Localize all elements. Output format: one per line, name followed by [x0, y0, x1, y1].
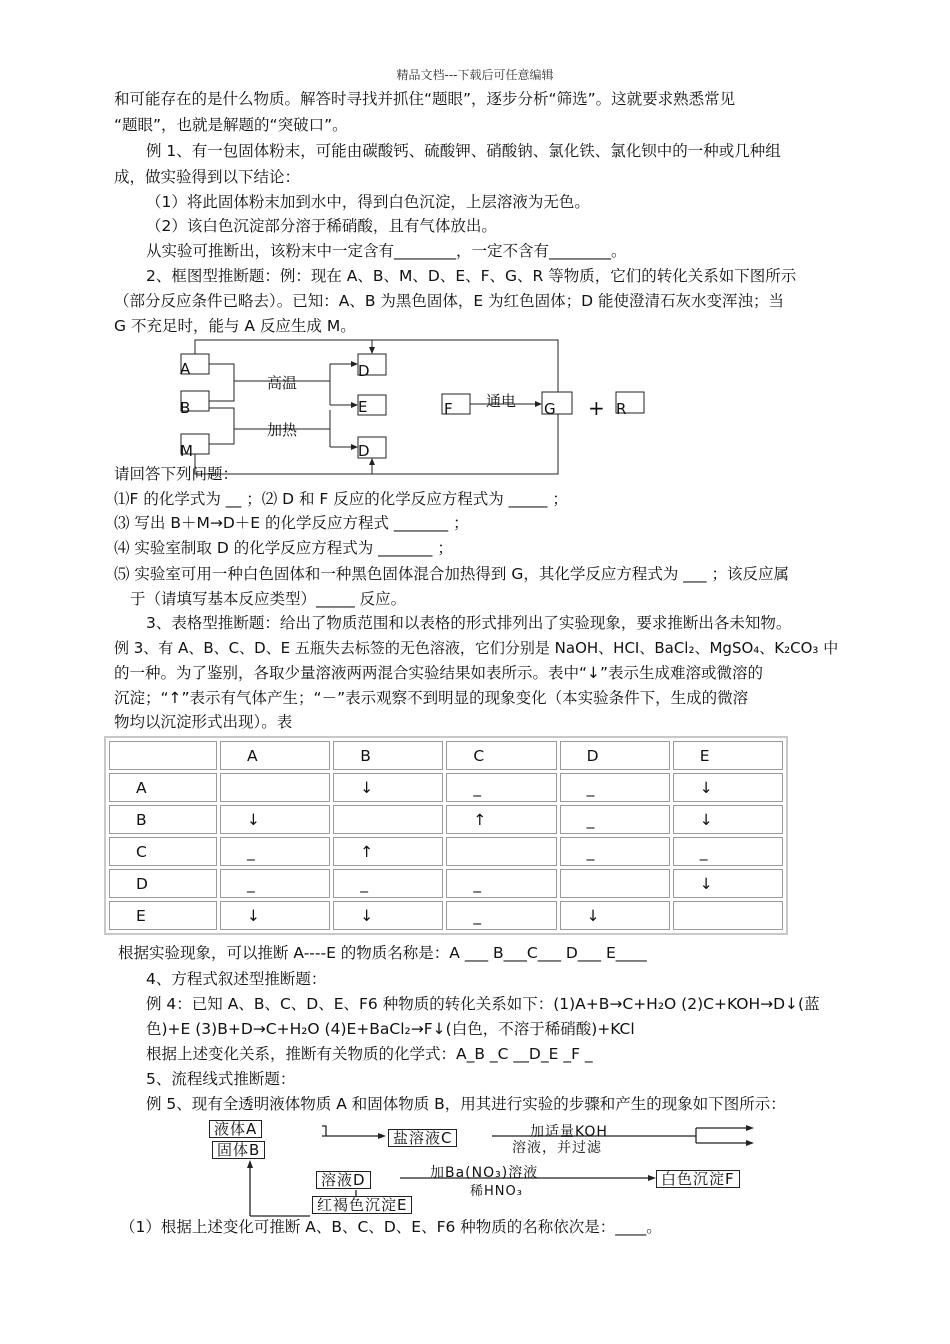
- label-R: R: [616, 400, 627, 418]
- table-row: [109, 869, 783, 898]
- label-plus: +: [588, 396, 605, 420]
- question-5a: ⑸ 实验室可用一种白色固体和一种黑色固体混合加热得到 G，其化学反应方程式为 ___ ；该反应属: [114, 565, 789, 583]
- ex1-question: 从实验可推断出，该粉末中一定含有________，一定不含有________。: [146, 242, 627, 260]
- table-cell: ↓: [333, 773, 443, 802]
- table-header-cell: D: [560, 741, 670, 770]
- label-B: B: [180, 399, 191, 417]
- label-E: E: [358, 398, 368, 416]
- ex4-line-1: 例 4：已知 A、B、C、D、E、F6 种物质的转化关系如下：(1)A+B→C+H₂O (2)C+KOH→D↓(蓝: [146, 995, 820, 1013]
- table-cell: C: [109, 837, 217, 866]
- table-cell: B: [109, 805, 217, 834]
- table-header-cell: E: [673, 741, 783, 770]
- ex3-line-4: 沉淀；“↑”表示有气体产生；“－”表示观察不到明显的现象变化（本实验条件下，生成的微溶: [114, 689, 749, 707]
- label-A: A: [180, 360, 191, 378]
- ex3-line-2: 例 3、有 A、B、C、D、E 五瓶失去标签的无色溶液，它们分别是 NaOH、HCI、BaCl₂、MgSO₄、K₂CO₃ 中: [114, 639, 839, 657]
- ex3-line-1: 3、表格型推断题：给出了物质范围和以表格的形式排列出了实验现象，要求推断出各未知物。: [146, 614, 792, 632]
- table-cell: D: [109, 869, 217, 898]
- flow-liquid-A: 液体A: [209, 1120, 262, 1138]
- ex1-line-2: 成，做实验得到以下结论：: [114, 168, 301, 186]
- label-high-temp: 高温: [267, 374, 298, 392]
- flow-label-dilute-hno3: 稀HNO₃: [470, 1184, 523, 1199]
- table-cell: _: [220, 837, 330, 866]
- table-header-cell: C: [446, 741, 556, 770]
- flow-white-ppt-F: 白色沉淀F: [656, 1170, 740, 1188]
- ex1-line-1: 例 1、有一包固体粉末，可能由碳酸钙、硫酸钾、硝酸钠、氯化铁、氯化钡中的一种或几种组: [146, 142, 781, 160]
- label-electrolysis: 通电: [486, 392, 517, 410]
- table-row: [109, 773, 783, 802]
- label-heat: 加热: [267, 421, 298, 439]
- ex4-line-2: 色)+E (3)B+D→C+H₂O (4)E+BaCl₂→F↓(白色，不溶于稀硝酸)+KCl: [146, 1020, 635, 1038]
- intro-line-2: “题眼”，也就是解题的“突破口”。: [114, 116, 348, 134]
- flow-salt-C: 盐溶液C: [388, 1129, 457, 1147]
- label-F: F: [444, 400, 453, 418]
- table-cell: _: [560, 773, 670, 802]
- questions-intro: 请回答下列问题：: [114, 465, 239, 483]
- flow-solution-D: 溶液D: [316, 1171, 371, 1189]
- table-cell: _: [560, 837, 670, 866]
- experiment-result-table: [104, 736, 788, 935]
- question-3: ⑶ 写出 B＋M→D＋E 的化学反应方程式 _______ ；: [114, 514, 469, 532]
- table-cell: _: [446, 773, 556, 802]
- table-cell: A: [109, 773, 217, 802]
- table-header-cell: [109, 741, 217, 770]
- table-row: [109, 901, 783, 930]
- table-cell: E: [109, 901, 217, 930]
- ex5-title: 5、流程线式推断题：: [146, 1070, 296, 1088]
- table-cell: ↑: [446, 805, 556, 834]
- intro-line-1: 和可能存在的是什么物质。解答时寻找并抓住“题眼”，逐步分析“筛选”。这就要求熟悉常见: [114, 90, 736, 108]
- flow-label-add-koh: 加适量KOH: [530, 1124, 608, 1140]
- ex4-title: 4、方程式叙述型推断题：: [146, 970, 327, 988]
- flow-solid-B: 固体B: [212, 1141, 265, 1159]
- page-header: 精品文档---下载后可任意编辑: [396, 68, 554, 82]
- ex2-line-3: G 不充足时，能与 A 反应生成 M。: [114, 317, 356, 335]
- table-cell: _: [333, 869, 443, 898]
- table-cell: _: [446, 901, 556, 930]
- table-cell: [220, 773, 330, 802]
- table-cell: ↓: [333, 901, 443, 930]
- table-header-row: [109, 741, 783, 770]
- table-cell: ↓: [673, 805, 783, 834]
- table-header-cell: A: [220, 741, 330, 770]
- label-G: G: [544, 400, 556, 418]
- table-cell: ↓: [220, 901, 330, 930]
- label-M: M: [180, 442, 193, 460]
- ex3-line-3: 的一种。为了鉴别，各取少量溶液两两混合实验结果如表所示。表中“↓”表示生成难溶或微溶的: [114, 664, 764, 682]
- table-cell: _: [220, 869, 330, 898]
- table-row: [109, 837, 783, 866]
- question-4: ⑷ 实验室制取 D 的化学反应方程式为 _______ ；: [114, 539, 453, 557]
- flow-red-brown-ppt-E: 红褐色沉淀E: [312, 1196, 412, 1214]
- label-D1: D: [358, 362, 370, 380]
- table-cell: ↓: [673, 773, 783, 802]
- ex2-line-2: （部分反应条件已略去）。已知：A、B 为黑色固体，E 为红色固体；D 能使澄清石灰水变浑浊；当: [114, 292, 784, 310]
- question-1-2: ⑴F 的化学式为 __ ；⑵ D 和 F 反应的化学反应方程式为 _____ ；: [114, 490, 568, 508]
- table-cell: [673, 901, 783, 930]
- table-cell: [446, 837, 556, 866]
- ex5-line-1: 例 5、现有全透明液体物质 A 和固体物质 B，用其进行实验的步骤和产生的现象如下图所示：: [146, 1095, 786, 1113]
- table-row: [109, 805, 783, 834]
- table-cell: _: [673, 837, 783, 866]
- question-5b: 于（请填写基本反应类型）_____ 反应。: [130, 590, 407, 608]
- ex5-question-1: （1）根据上述变化可推断 A、B、C、D、E、F6 种物质的名称依次是：____。: [120, 1218, 662, 1236]
- flow-label-add-bano3: 加Ba(NO₃)溶液: [430, 1165, 539, 1181]
- table-cell: ↓: [673, 869, 783, 898]
- table-header-cell: B: [333, 741, 443, 770]
- table-answer: 根据实验现象，可以推断 A----E 的物质名称是：A ___ B___C___ D___ E____: [118, 944, 647, 962]
- flow-label-dissolve-filter: 溶液，并过滤: [512, 1140, 602, 1156]
- table-cell: [560, 869, 670, 898]
- ex3-line-5: 物均以沉淀形式出现）。表: [114, 713, 293, 731]
- table-cell: ↓: [560, 901, 670, 930]
- ex4-line-3: 根据上述变化关系，推断有关物质的化学式：A_B _C __D_E _F _: [146, 1045, 593, 1063]
- ex1-condition-2: （2）该白色沉淀部分溶于稀硝酸，且有气体放出。: [146, 217, 497, 235]
- table-cell: _: [560, 805, 670, 834]
- table-cell: _: [446, 869, 556, 898]
- ex1-condition-1: （1）将此固体粉末加到水中，得到白色沉淀，上层溶液为无色。: [146, 193, 590, 211]
- ex2-line-1: 2、框图型推断题：例：现在 A、B、M、D、E、F、G、R 等物质，它们的转化关系如下图所示: [146, 267, 797, 285]
- table-cell: ↓: [220, 805, 330, 834]
- table-cell: ↑: [333, 837, 443, 866]
- table-cell: [333, 805, 443, 834]
- label-D2: D: [358, 442, 370, 460]
